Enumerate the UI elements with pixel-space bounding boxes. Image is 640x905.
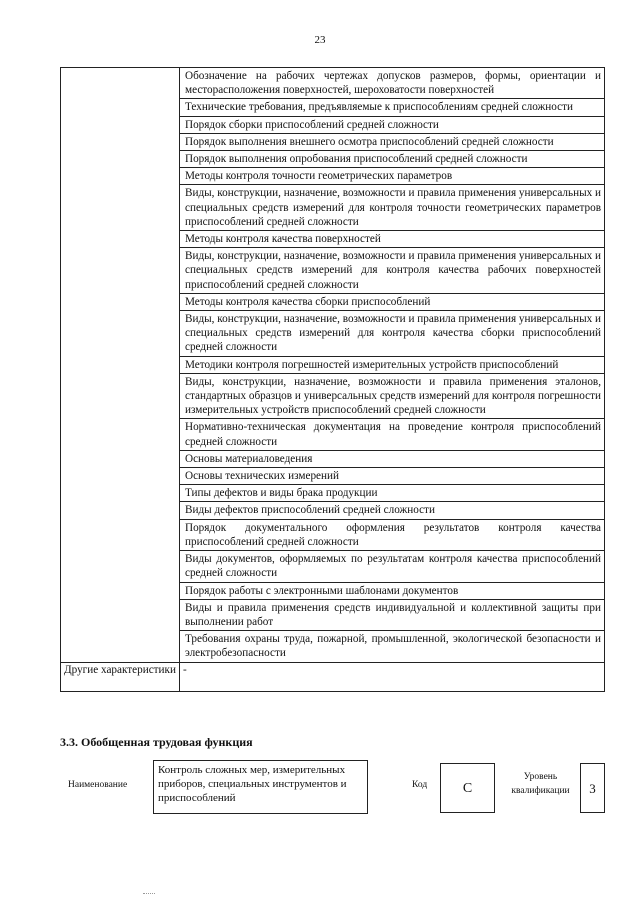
- knowledge-item: Порядок выполнения опробования приспособлений средней сложности: [180, 151, 604, 168]
- knowledge-item: Требования охраны труда, пожарной, промышленной, экологической безопасности и электробезопасности: [185, 633, 601, 660]
- knowledge-item: Типы дефектов и виды брака продукции: [180, 485, 604, 502]
- knowledge-item: Методы контроля качества сборки приспособлений: [180, 294, 604, 311]
- knowledge-row: [61, 68, 605, 663]
- knowledge-item: Обозначение на рабочих чертежах допусков размеров, формы, ориентации и месторасположения поверхностей, шероховатости поверхностей: [180, 68, 604, 99]
- name-label: Наименование: [68, 780, 128, 790]
- knowledge-items-cell: [180, 68, 605, 663]
- knowledge-item: Методы контроля точности геометрических параметров: [180, 168, 604, 185]
- knowledge-item: Технические требования, предъявляемые к приспособлениям средней сложности: [180, 99, 604, 116]
- knowledge-item: Виды, конструкции, назначение, возможности и правила применения универсальных и специальных средств измерений для контроля качества рабочих поверхностей приспособлений средней сложности: [180, 248, 604, 294]
- other-characteristics-value: -: [180, 662, 605, 691]
- bottom-mark: [143, 893, 155, 895]
- qualification-level-value: 3: [580, 763, 605, 813]
- knowledge-item: Виды документов, оформляемых по результатам контроля качества приспособлений средней сложности: [180, 551, 604, 582]
- knowledge-item: Основы технических измерений: [180, 468, 604, 485]
- other-characteristics-label: Другие характеристики: [61, 662, 180, 691]
- other-characteristics-row: [61, 662, 605, 691]
- knowledge-item: Виды, конструкции, назначение, возможности и правила применения эталонов, стандартных образцов и универсальных средств измерений для контроля погрешности измерительных устройств приспособлений средней сложности: [180, 374, 604, 420]
- knowledge-item: Порядок выполнения внешнего осмотра приспособлений средней сложности: [180, 134, 604, 151]
- knowledge-item: Нормативно-техническая документация на проведение контроля приспособлений средней сложности: [180, 419, 604, 450]
- qualification-level-label: Уровень квалификации: [511, 772, 570, 796]
- page-number: 23: [314, 34, 326, 46]
- knowledge-label-cell: [61, 68, 180, 663]
- code-label: Код: [412, 780, 428, 790]
- knowledge-item: Основы материаловедения: [180, 451, 604, 468]
- knowledge-item: Виды, конструкции, назначение, возможности и правила применения универсальных и специальных средств измерений для контроля качества сборки приспособлений средней сложности: [180, 311, 604, 357]
- knowledge-item: Виды и правила применения средств индивидуальной и коллективной защиты при выполнении работ: [180, 600, 604, 631]
- knowledge-item: Виды, конструкции, назначение, возможности и правила применения универсальных и специальных средств измерений для контроля точности геометрических параметров приспособлений средней сложности: [180, 185, 604, 231]
- knowledge-table: [60, 67, 605, 692]
- knowledge-item: Порядок сборки приспособлений средней сложности: [180, 117, 604, 134]
- function-name-value: Контроль сложных мер, измерительных приборов, специальных инструментов и приспособлений: [153, 760, 368, 814]
- section-heading: 3.3. Обобщенная трудовая функция: [60, 735, 253, 749]
- knowledge-item: Порядок работы с электронными шаблонами документов: [180, 583, 604, 600]
- generalized-function-block: [60, 760, 605, 816]
- knowledge-item: Виды дефектов приспособлений средней сложности: [180, 502, 604, 519]
- code-value: C: [440, 763, 495, 813]
- knowledge-item: Порядок документального оформления результатов контроля качества приспособлений средней сложности: [180, 520, 604, 551]
- knowledge-item: Методы контроля качества поверхностей: [180, 231, 604, 248]
- knowledge-item: Методики контроля погрешностей измерительных устройств приспособлений: [180, 357, 604, 374]
